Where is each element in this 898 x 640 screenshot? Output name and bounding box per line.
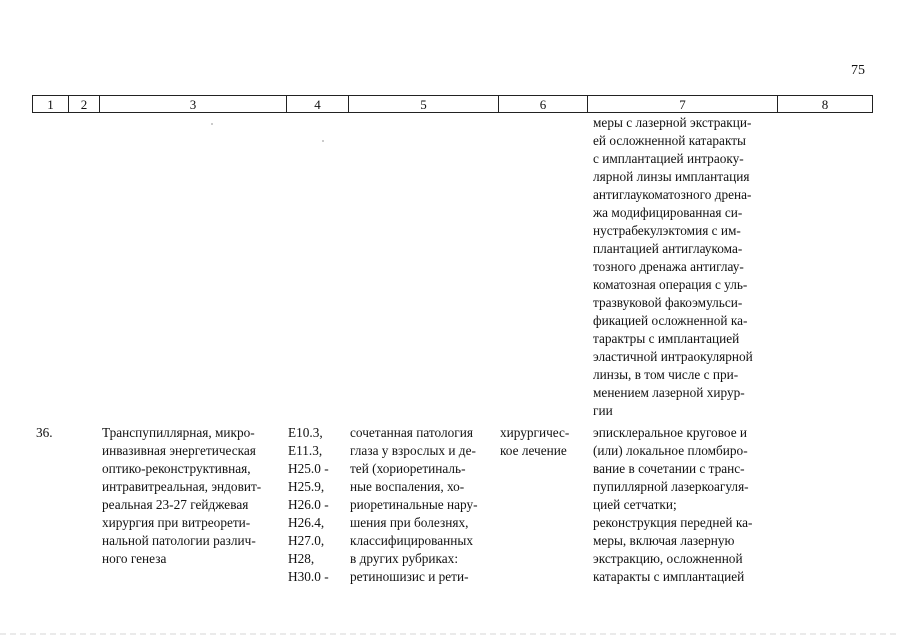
column-header-3: 3 (100, 96, 287, 113)
text-line: сочетанная патология (350, 425, 473, 440)
scan-edge-shadow (0, 633, 898, 635)
text-line: эластичной интраокулярной (593, 349, 753, 364)
text-line: в других рубриках: (350, 551, 459, 566)
column-header-1: 1 (33, 96, 69, 113)
text-line: коматозная операция с уль- (593, 277, 748, 292)
column-header-row (32, 95, 873, 113)
text-line: нустрабекулэктомия с им- (593, 223, 741, 238)
text-line: гии (593, 403, 613, 418)
row-36-number: 36. (36, 425, 53, 440)
text-line: хирургичес- (500, 425, 570, 440)
text-line: ного генеза (102, 551, 167, 566)
text-line: E10.3, (288, 425, 323, 440)
text-line: лярной линзы имплантация (593, 169, 750, 184)
text-line: с имплантацией интраоку- (593, 151, 744, 166)
text-line: тразвуковой факоэмульси- (593, 295, 743, 310)
text-line: эписклеральное круговое и (593, 425, 748, 440)
text-line: тарактры с имплантацией (593, 331, 740, 346)
text-line: тозного дренажа антиглау- (593, 259, 744, 274)
column-header-6: 6 (499, 96, 588, 113)
text-line: (или) локальное пломбиро- (593, 443, 748, 458)
text-line: шения при болезнях, (350, 515, 469, 530)
text-line: плантацией антиглаукома- (593, 241, 743, 256)
text-line: интравитреальная, эндовит- (102, 479, 262, 494)
scan-speck (322, 140, 324, 142)
column-header-5: 5 (349, 96, 499, 113)
text-line: классифицированных (350, 533, 473, 548)
text-line: H26.0 - (288, 497, 329, 512)
column-header-2: 2 (69, 96, 100, 113)
text-line: инвазивная энергетическая (102, 443, 256, 458)
text-line: оптико-реконструктивная, (102, 461, 251, 476)
row-36-col4-codes (288, 424, 346, 586)
text-line: ные воспаления, хо- (350, 479, 465, 494)
text-line: тей (хориоретиналь- (350, 461, 466, 476)
text-line: меры, включая лазерную (593, 533, 735, 548)
text-line: H27.0, (288, 533, 325, 548)
text-line: фикацией осложненной ка- (593, 313, 748, 328)
text-line: Транспупиллярная, микро- (102, 425, 255, 440)
text-line: риоретинальные нару- (350, 497, 478, 512)
row-36-col5-text (350, 424, 498, 586)
column-header-4: 4 (287, 96, 349, 113)
text-line: пупиллярной лазеркоагуля- (593, 479, 749, 494)
text-line: глаза у взрослых и де- (350, 443, 476, 458)
text-line: H28, (288, 551, 315, 566)
text-line: менением лазерной хирур- (593, 385, 745, 400)
text-line: кое лечение (500, 443, 567, 458)
row-36-col3-text (102, 424, 284, 568)
column-header-7: 7 (588, 96, 778, 113)
text-line: H25.0 - (288, 461, 329, 476)
text-line: ей осложненной катаракты (593, 133, 746, 148)
column-header-8: 8 (778, 96, 873, 113)
text-line: нальной патологии различ- (102, 533, 256, 548)
text-line: линзы, в том числе с при- (593, 367, 739, 382)
row-36-col7-text (593, 424, 780, 586)
text-line: хирургия при витреорети- (102, 515, 251, 530)
text-line: E11.3, (288, 443, 323, 458)
text-line: H26.4, (288, 515, 325, 530)
continuation-col7-text (593, 114, 780, 420)
text-line: H30.0 - (288, 569, 329, 584)
scan-speck (211, 123, 213, 125)
text-line: антиглаукоматозного дрена- (593, 187, 752, 202)
row-36-col6-text (500, 424, 588, 460)
text-line: меры с лазерной экстракци- (593, 115, 752, 130)
text-line: жа модифицированная си- (593, 205, 743, 220)
text-line: экстракцию, осложненной (593, 551, 743, 566)
text-line: ретиношизис и рети- (350, 569, 469, 584)
text-line: вание в сочетании с транс- (593, 461, 745, 476)
text-line: реконструкция передней ка- (593, 515, 753, 530)
text-line: реальная 23-27 гейджевая (102, 497, 249, 512)
page-number: 75 (851, 63, 865, 78)
text-line: цией сетчатки; (593, 497, 677, 512)
text-line: H25.9, (288, 479, 325, 494)
text-line: катаракты с имплантацией (593, 569, 745, 584)
